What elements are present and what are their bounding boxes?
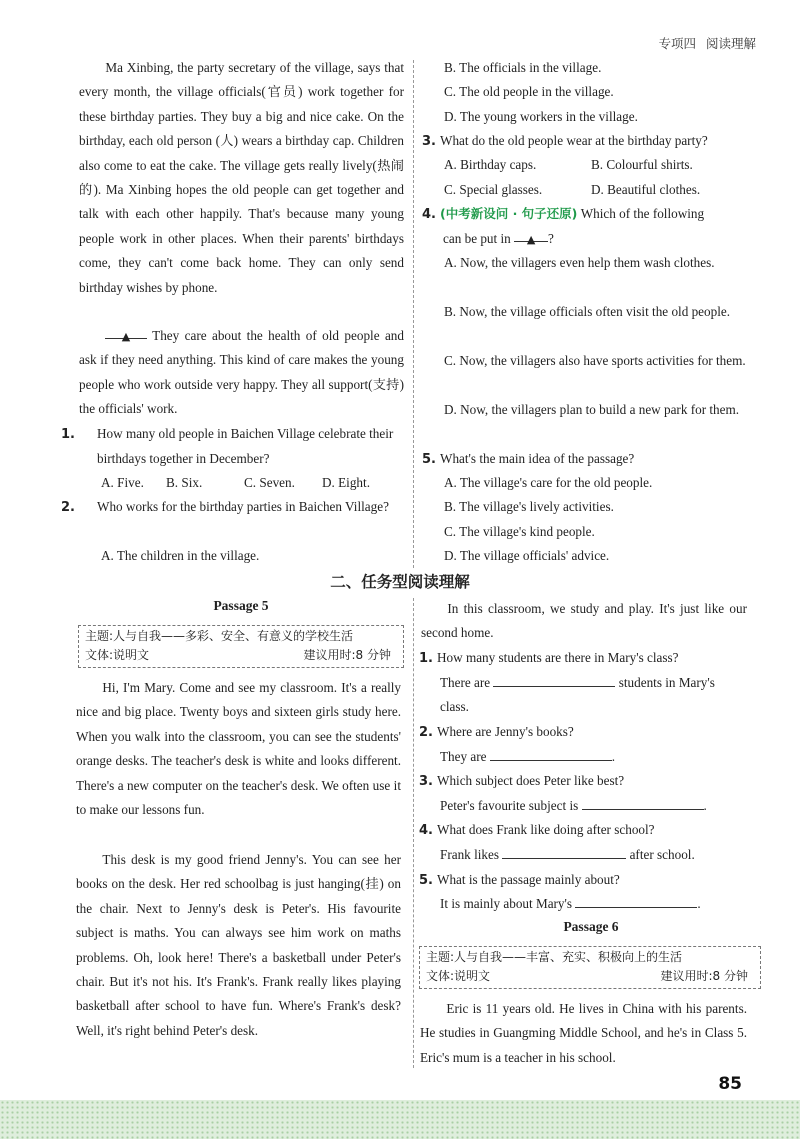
footer-band [0,1100,800,1139]
p5-answer-1-suffix: students in Mary's class. [440,675,715,715]
p5-question-2-text: Where are Jenny's books? [437,724,574,739]
p5-answer-5-blank[interactable] [575,893,697,908]
header-title: 阅读理解 [705,36,756,51]
question-4-blank-marker: ▲ [526,233,536,246]
page-number: 85 [718,1074,742,1094]
p5-answer-3 [440,794,707,818]
passage5-theme: 主题:人与自我——多彩、安全、有意义的学校生活 [85,629,354,643]
question-3-option-a: A. Birthday caps. [444,157,537,172]
question-4-line-2 [443,227,554,251]
p5-question-2 [419,720,574,745]
p5-answer-5-suffix: . [697,896,701,911]
question-4-number: 4. [422,207,436,222]
passage6-info-box [419,946,761,989]
p5-question-5-text: What is the passage mainly about? [437,872,620,887]
p5-answer-2 [440,745,615,769]
passage5-title: Passage 5 [213,598,269,613]
p5-question-4-text: What does Frank like doing after school? [437,822,655,837]
p5-answer-5 [440,892,701,916]
p5-question-4-number: 4. [419,823,433,838]
header-section: 专项四 [658,36,696,51]
p5-answer-1-prefix: There are [440,675,491,690]
p5-question-5-number: 5. [419,873,433,888]
p5-answer-2-suffix: . [611,749,616,764]
p5-question-5 [419,868,620,893]
p5-answer-1-blank[interactable] [493,672,615,687]
p5-question-2-number: 2. [419,725,433,740]
p5-answer-1 [440,671,747,720]
passage5-paragraph-1: Hi, I'm Mary. Come and see my classroom. It's a really nice and big place. Twenty boys and sixteen girls study here. When you walk into the classroom, you can see the students' orange desks. The teacher's desk is white and looks different. There's a new computer on the teacher's desk. We often use it to make our lessons fun. [76,680,401,818]
question-2-number: 2. [61,500,75,515]
p5-question-4 [419,818,655,843]
column-divider-top [413,60,414,568]
question-5 [422,447,757,472]
question-5-option-b: B. The village's lively activities. [444,499,614,514]
blank-marker: ▲ [121,330,131,343]
passage4-paragraph-2 [79,324,404,422]
p5-question-3 [419,769,624,794]
question-5-option-d: D. The village officials' advice. [444,548,610,563]
question-3-option-b: B. Colourful shirts. [591,157,693,172]
section-title: 二、任务型阅读理解 [330,573,470,591]
p5-answer-4-prefix: Frank likes [440,847,499,862]
passage6-title: Passage 6 [563,919,619,934]
question-3-text: What do the old people wear at the birthday party? [440,133,708,148]
p5-answer-3-prefix: Peter's favourite subject is [440,798,579,813]
p5-answer-3-suffix: . [703,798,707,813]
p5-question-3-number: 3. [419,774,433,789]
question-5-text: What's the main idea of the passage? [440,451,635,466]
p5-answer-5-prefix: It is mainly about Mary's [440,896,573,911]
question-1-text: How many old people in Baichen Village celebrate their birthdays together in December? [97,426,394,467]
question-4-text-1: Which of the following [580,206,705,221]
passage5-paragraph-2: This desk is my good friend Jenny's. You can see her books on the desk. Her red schoolbag is just hanging(挂) on the chair. Next to Jenny's desk is Peter's. His favourite subject is maths. You can always see him work on maths problems. Oh, look here! There's a basketball under Peter's chair. But it's not his. It's Frank's. Frank really likes playing basketball after school to have fun. Where's Frank's desk? Well, it's right behind Peter's desk. [76,852,401,1038]
question-1-option-a: A. Five. [101,475,144,490]
question-3-number: 3. [422,134,436,149]
passage4-paragraph-1: Ma Xinbing, the party secretary of the village, says that every month, the village officials(官员) work together for these birthday parties. They buy a big and nice cake. On the birthday, each old person (人) wears a birthday cap. Children also come to eat the cake. The village gets really lively(热闹的). Ma Xinbing hopes the old people can get together and talk with each other happily. That's because many young people work in other places. When their parents' birthdays come, they can't come back home. They can only send birthday wishes by phone. [79,60,404,295]
passage5-info-box [78,625,404,668]
question-3 [422,129,757,154]
question-4-option-c: C. Now, the villagers also have sports activities for them. [444,353,746,368]
question-4-tag: (中考新设问 · 句子还原) [440,206,578,221]
question-2-text: Who works for the birthday parties in Baichen Village? [97,499,389,514]
p5-question-1 [419,646,679,671]
question-4-end: ? [548,231,554,246]
question-1-option-d: D. Eight. [322,475,370,490]
question-2 [61,495,422,520]
question-3-option-c: C. Special glasses. [444,182,543,197]
passage5-paragraph-3: In this classroom, we study and play. It's just like our second home. [421,601,747,641]
p5-question-3-text: Which subject does Peter like best? [437,773,625,788]
question-4-option-a: A. Now, the villagers even help them wash clothes. [444,255,715,270]
question-5-number: 5. [422,452,436,467]
question-4 [422,202,757,227]
question-2-option-a: A. The children in the village. [101,548,260,563]
question-5-option-c: C. The village's kind people. [444,524,595,539]
passage6-paragraph-1: Eric is 11 years old. He lives in China with his parents. He studies in Guangming Middle School, and he's in Class 5. Eric's mum is a teacher in his school. [420,1001,747,1065]
p5-question-1-text: How many students are there in Mary's class? [437,650,679,665]
question-4-option-b: B. Now, the village officials often visit the old people. [444,304,731,319]
question-2-option-c: C. The old people in the village. [444,84,614,99]
question-4-option-d: D. Now, the villagers plan to build a new park for them. [444,402,740,417]
p5-question-1-number: 1. [419,651,433,666]
p5-answer-4 [440,843,695,867]
p5-answer-2-prefix: They are [440,749,487,764]
p5-answer-4-blank[interactable] [502,844,626,859]
question-1-option-c: C. Seven. [244,475,295,490]
question-1 [61,422,422,472]
question-2-option-b: B. The officials in the village. [444,60,602,75]
p5-answer-3-blank[interactable] [582,795,704,810]
question-4-text-2: can be put in [443,231,511,246]
p5-answer-2-blank[interactable] [490,746,612,761]
passage4-paragraph-2-text: They care about the health of old people and ask if they need anything. This kind of care makes the young people who work outside very happy. They all support(支持) the officials' work. [79,328,404,417]
question-3-option-d: D. Beautiful clothes. [591,182,701,197]
p5-answer-4-suffix: after school. [629,847,695,862]
column-divider-bottom [413,598,414,1068]
passage5-genre: 文体:说明文 [85,648,150,662]
passage6-time: 建议用时:8 分钟 [660,969,748,983]
question-1-option-b: B. Six. [166,475,203,490]
page-header [648,34,756,52]
passage6-genre: 文体:说明文 [426,969,491,983]
passage5-time: 建议用时:8 分钟 [303,648,391,662]
question-2-option-d: D. The young workers in the village. [444,109,638,124]
question-1-number: 1. [61,427,75,442]
question-5-option-a: A. The village's care for the old people. [444,475,653,490]
passage6-theme: 主题:人与自我——丰富、充实、积极向上的生活 [426,950,683,964]
